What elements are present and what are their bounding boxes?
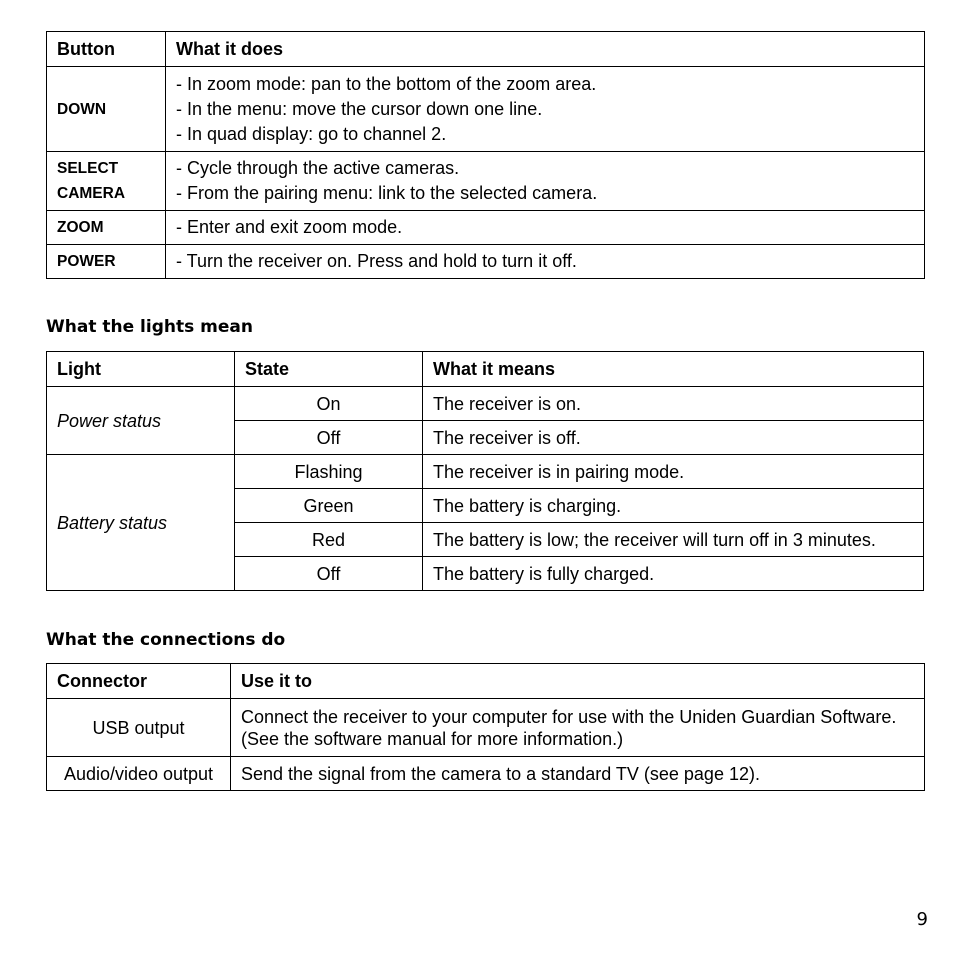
list-item: - In quad display: go to channel 2. [176, 122, 914, 147]
light-state: Flashing [235, 455, 423, 489]
table-row [47, 211, 925, 245]
table-header-row [47, 32, 925, 67]
page-number: 9 [916, 909, 928, 930]
list-item: - Enter and exit zoom mode. [176, 215, 914, 240]
buttons-table [46, 31, 925, 279]
button-name-line: SELECT [57, 160, 119, 177]
table-row [47, 152, 925, 211]
light-state: Green [235, 489, 423, 523]
table-row [47, 67, 925, 152]
table-row [47, 245, 925, 279]
connector-use: Send the signal from the camera to a standard TV (see page 12). [231, 757, 925, 791]
light-meaning: The receiver is in pairing mode. [423, 455, 924, 489]
list-item: - In zoom mode: pan to the bottom of the zoom area. [176, 72, 914, 97]
button-name-line: CAMERA [57, 185, 126, 202]
list-item: - In the menu: move the cursor down one line. [176, 97, 914, 122]
light-state: On [235, 387, 423, 421]
section-heading: What the connections do [46, 630, 286, 650]
button-description [166, 211, 925, 245]
connector-use: Connect the receiver to your computer for use with the Uniden Guardian Software. (See the software manual for more information.) [231, 699, 925, 757]
table-row [47, 757, 925, 791]
light-state: Red [235, 523, 423, 557]
table-row [47, 455, 924, 489]
connector-name: Audio/video output [47, 757, 231, 791]
button-name: POWER [47, 245, 166, 279]
button-name: DOWN [47, 67, 166, 152]
section-heading: What the lights mean [46, 317, 253, 337]
light-meaning: The battery is charging. [423, 489, 924, 523]
column-header: Light [47, 352, 235, 387]
light-meaning: The battery is low; the receiver will turn off in 3 minutes. [423, 523, 924, 557]
connector-name: USB output [47, 699, 231, 757]
light-meaning: The battery is fully charged. [423, 557, 924, 591]
button-description [166, 67, 925, 152]
table-header-row [47, 352, 924, 387]
column-header: What it does [166, 32, 925, 67]
light-name: Power status [47, 387, 235, 455]
button-name: ZOOM [47, 211, 166, 245]
light-meaning: The receiver is off. [423, 421, 924, 455]
light-state: Off [235, 421, 423, 455]
light-meaning: The receiver is on. [423, 387, 924, 421]
list-item: - From the pairing menu: link to the selected camera. [176, 181, 914, 206]
column-header: Use it to [231, 664, 925, 699]
table-row [47, 699, 925, 757]
light-state: Off [235, 557, 423, 591]
light-name: Battery status [47, 455, 235, 591]
column-header: Button [47, 32, 166, 67]
column-header: State [235, 352, 423, 387]
button-description [166, 152, 925, 211]
column-header: Connector [47, 664, 231, 699]
connections-table [46, 663, 925, 791]
button-description [166, 245, 925, 279]
list-item: - Cycle through the active cameras. [176, 156, 914, 181]
table-header-row [47, 664, 925, 699]
button-name [47, 152, 166, 211]
lights-table [46, 351, 924, 591]
column-header: What it means [423, 352, 924, 387]
table-row [47, 387, 924, 421]
list-item: - Turn the receiver on. Press and hold to turn it off. [176, 249, 914, 274]
